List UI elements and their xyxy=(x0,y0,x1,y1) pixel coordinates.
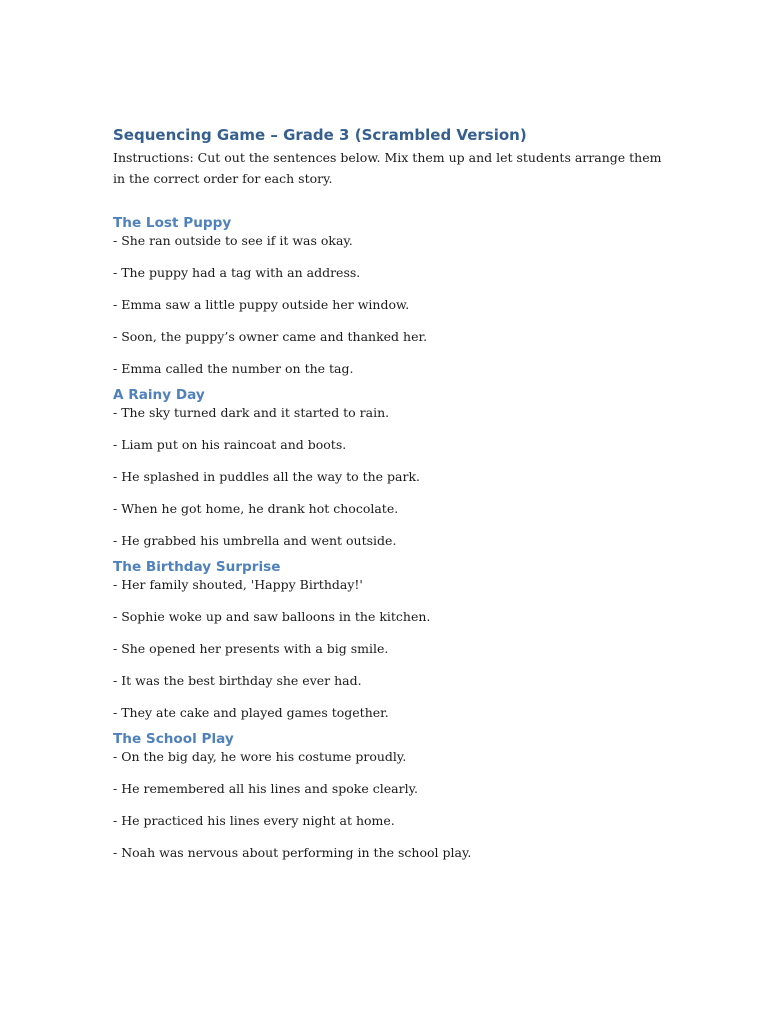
sentence-strip: - When he got home, he drank hot chocolate. xyxy=(113,501,399,516)
sentence-strip: - Her family shouted, 'Happy Birthday!' xyxy=(113,577,363,592)
document-page xyxy=(113,124,673,861)
sentence-strip: - On the big day, he wore his costume proudly. xyxy=(113,749,407,764)
instructions-text: Instructions: Cut out the sentences below. Mix them up and let students arrange them in the correct order for each story. xyxy=(113,150,662,186)
sentence-strip: - Liam put on his raincoat and boots. xyxy=(113,437,347,452)
sentence-strip: - She opened her presents with a big smile. xyxy=(113,641,389,656)
story-heading: The School Play xyxy=(113,731,234,747)
document-title: Sequencing Game – Grade 3 (Scrambled Version) xyxy=(113,126,527,144)
story-birthday-surprise xyxy=(113,557,673,721)
story-heading: A Rainy Day xyxy=(113,387,205,403)
story-heading: The Lost Puppy xyxy=(113,215,232,231)
sentence-list xyxy=(113,749,673,861)
sentence-list xyxy=(113,233,673,377)
sentence-strip: - Noah was nervous about performing in the school play. xyxy=(113,845,472,860)
sentence-strip: - He remembered all his lines and spoke clearly. xyxy=(113,781,418,796)
sentence-strip: - Sophie woke up and saw balloons in the kitchen. xyxy=(113,609,431,624)
story-lost-puppy xyxy=(113,213,673,377)
sentence-strip: - The sky turned dark and it started to rain. xyxy=(113,405,390,420)
sentence-strip: - Emma saw a little puppy outside her window. xyxy=(113,297,410,312)
story-heading: The Birthday Surprise xyxy=(113,559,281,575)
story-rainy-day xyxy=(113,385,673,549)
sentence-strip: - He splashed in puddles all the way to the park. xyxy=(113,469,421,484)
sentence-strip: - It was the best birthday she ever had. xyxy=(113,673,362,688)
sentence-strip: - He grabbed his umbrella and went outside. xyxy=(113,533,397,548)
sentence-list xyxy=(113,405,673,549)
sentence-strip: - The puppy had a tag with an address. xyxy=(113,265,361,280)
sentence-strip: - He practiced his lines every night at home. xyxy=(113,813,395,828)
sentence-strip: - They ate cake and played games together. xyxy=(113,705,389,720)
sentence-strip: - Soon, the puppy’s owner came and thanked her. xyxy=(113,329,428,344)
story-school-play xyxy=(113,729,673,861)
sentence-strip: - Emma called the number on the tag. xyxy=(113,361,354,376)
sentence-list xyxy=(113,577,673,721)
sentence-strip: - She ran outside to see if it was okay. xyxy=(113,233,353,248)
